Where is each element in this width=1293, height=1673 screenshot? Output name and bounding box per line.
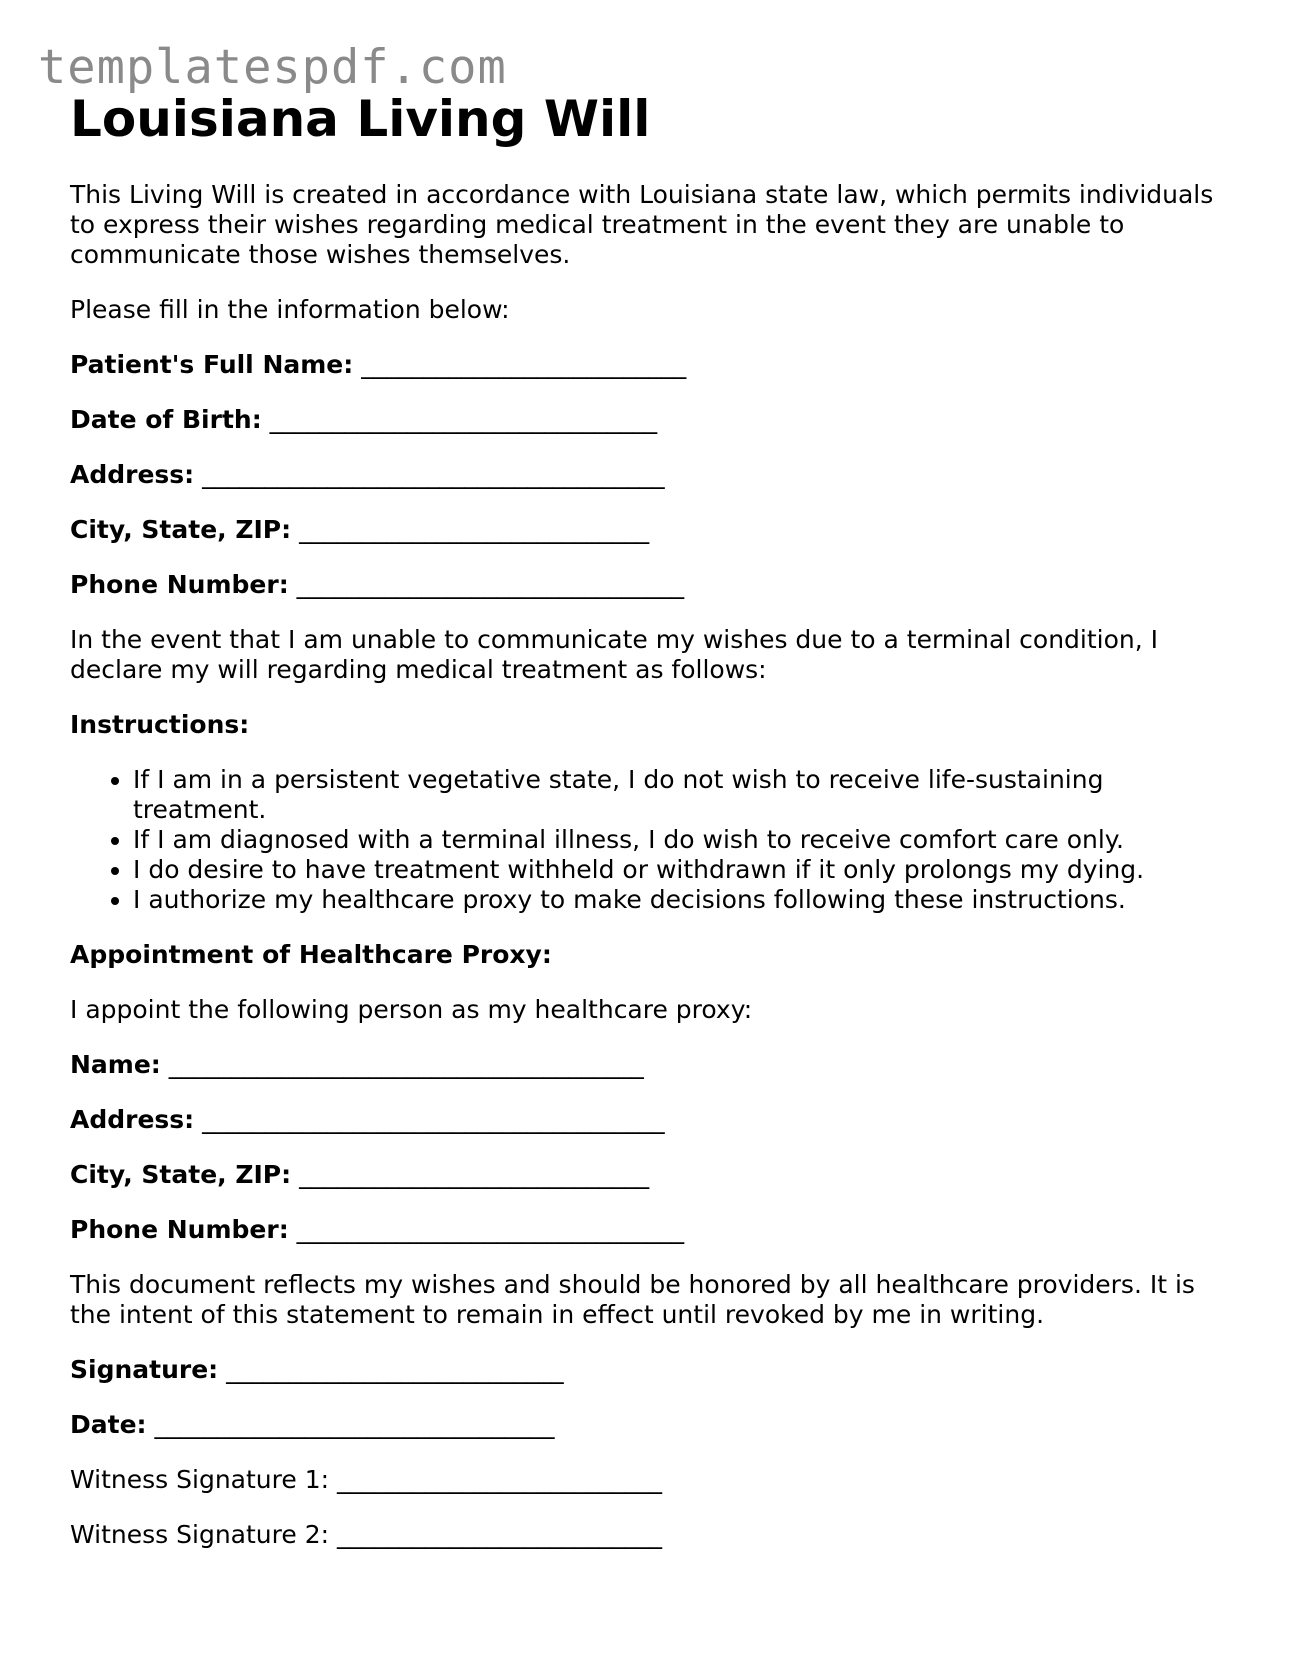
patient-phone-label: Phone Number: xyxy=(70,570,289,599)
watermark: templatespdf.com xyxy=(38,40,507,95)
proxy-city-blank[interactable]: ____________________________ xyxy=(299,1160,650,1189)
patient-phone-blank[interactable]: _______________________________ xyxy=(296,570,685,599)
instructions-heading: Instructions: xyxy=(70,710,250,739)
witness-2-field[interactable] xyxy=(70,1520,1230,1550)
proxy-heading: Appointment of Healthcare Proxy: xyxy=(70,940,552,969)
instruction-item: • I do desire to have treatment withheld or withdrawn if it only prolongs my dying. xyxy=(133,855,1230,885)
date-field[interactable] xyxy=(70,1410,1230,1440)
patient-address-field[interactable] xyxy=(70,460,1230,490)
patient-city-blank[interactable]: ____________________________ xyxy=(299,515,650,544)
signature-field[interactable] xyxy=(70,1355,1230,1385)
patient-address-blank[interactable]: _____________________________________ xyxy=(202,460,665,489)
patient-name-field[interactable] xyxy=(70,350,1230,380)
witness-2-blank[interactable]: __________________________ xyxy=(336,1520,662,1549)
proxy-phone-field[interactable] xyxy=(70,1215,1230,1245)
patient-dob-label: Date of Birth: xyxy=(70,405,262,434)
patient-city-label: City, State, ZIP: xyxy=(70,515,292,544)
patient-phone-field[interactable] xyxy=(70,570,1230,600)
intro-paragraph: This Living Will is created in accordance with Louisiana state law, which permits individuals to express their wishes regarding medical treatment in the event they are unable to communicate those wishes themselves. xyxy=(70,180,1214,269)
proxy-address-blank[interactable]: _____________________________________ xyxy=(202,1105,665,1134)
signature-blank[interactable]: ___________________________ xyxy=(226,1355,564,1384)
witness-1-label: Witness Signature 1: xyxy=(70,1465,330,1494)
proxy-intro: I appoint the following person as my healthcare proxy: xyxy=(70,995,753,1024)
patient-name-label: Patient's Full Name: xyxy=(70,350,354,379)
proxy-address-label: Address: xyxy=(70,1105,195,1134)
instruction-item: • If I am diagnosed with a terminal illness, I do wish to receive comfort care only. xyxy=(133,825,1230,855)
witness-1-blank[interactable]: __________________________ xyxy=(336,1465,662,1494)
declaration-paragraph: In the event that I am unable to communicate my wishes due to a terminal condition, I declare my will regarding medical treatment as follows: xyxy=(70,625,1159,684)
closing-paragraph: This document reflects my wishes and should be honored by all healthcare providers. It is the intent of this statement to remain in effect until revoked by me in writing. xyxy=(70,1270,1195,1329)
proxy-name-blank[interactable]: ______________________________________ xyxy=(168,1050,644,1079)
witness-2-label: Witness Signature 2: xyxy=(70,1520,330,1549)
date-label: Date: xyxy=(70,1410,147,1439)
patient-city-field[interactable] xyxy=(70,515,1230,545)
document-page xyxy=(70,88,1230,1550)
proxy-city-label: City, State, ZIP: xyxy=(70,1160,292,1189)
document-title: Louisiana Living Will xyxy=(70,90,651,148)
proxy-name-field[interactable] xyxy=(70,1050,1230,1080)
instructions-list xyxy=(70,765,1230,915)
witness-1-field[interactable] xyxy=(70,1465,1230,1495)
instruction-item: • I authorize my healthcare proxy to make decisions following these instructions. xyxy=(133,885,1230,915)
fill-prompt: Please fill in the information below: xyxy=(70,295,510,324)
patient-name-blank[interactable]: __________________________ xyxy=(361,350,687,379)
proxy-name-label: Name: xyxy=(70,1050,161,1079)
proxy-city-field[interactable] xyxy=(70,1160,1230,1190)
proxy-phone-blank[interactable]: _______________________________ xyxy=(296,1215,685,1244)
patient-dob-field[interactable] xyxy=(70,405,1230,435)
proxy-phone-label: Phone Number: xyxy=(70,1215,289,1244)
date-blank[interactable]: ________________________________ xyxy=(154,1410,555,1439)
instruction-item: • If I am in a persistent vegetative state, I do not wish to receive life-sustaining treatment. xyxy=(133,765,1230,825)
signature-label: Signature: xyxy=(70,1355,219,1384)
proxy-address-field[interactable] xyxy=(70,1105,1230,1135)
patient-dob-blank[interactable]: _______________________________ xyxy=(269,405,658,434)
patient-address-label: Address: xyxy=(70,460,195,489)
